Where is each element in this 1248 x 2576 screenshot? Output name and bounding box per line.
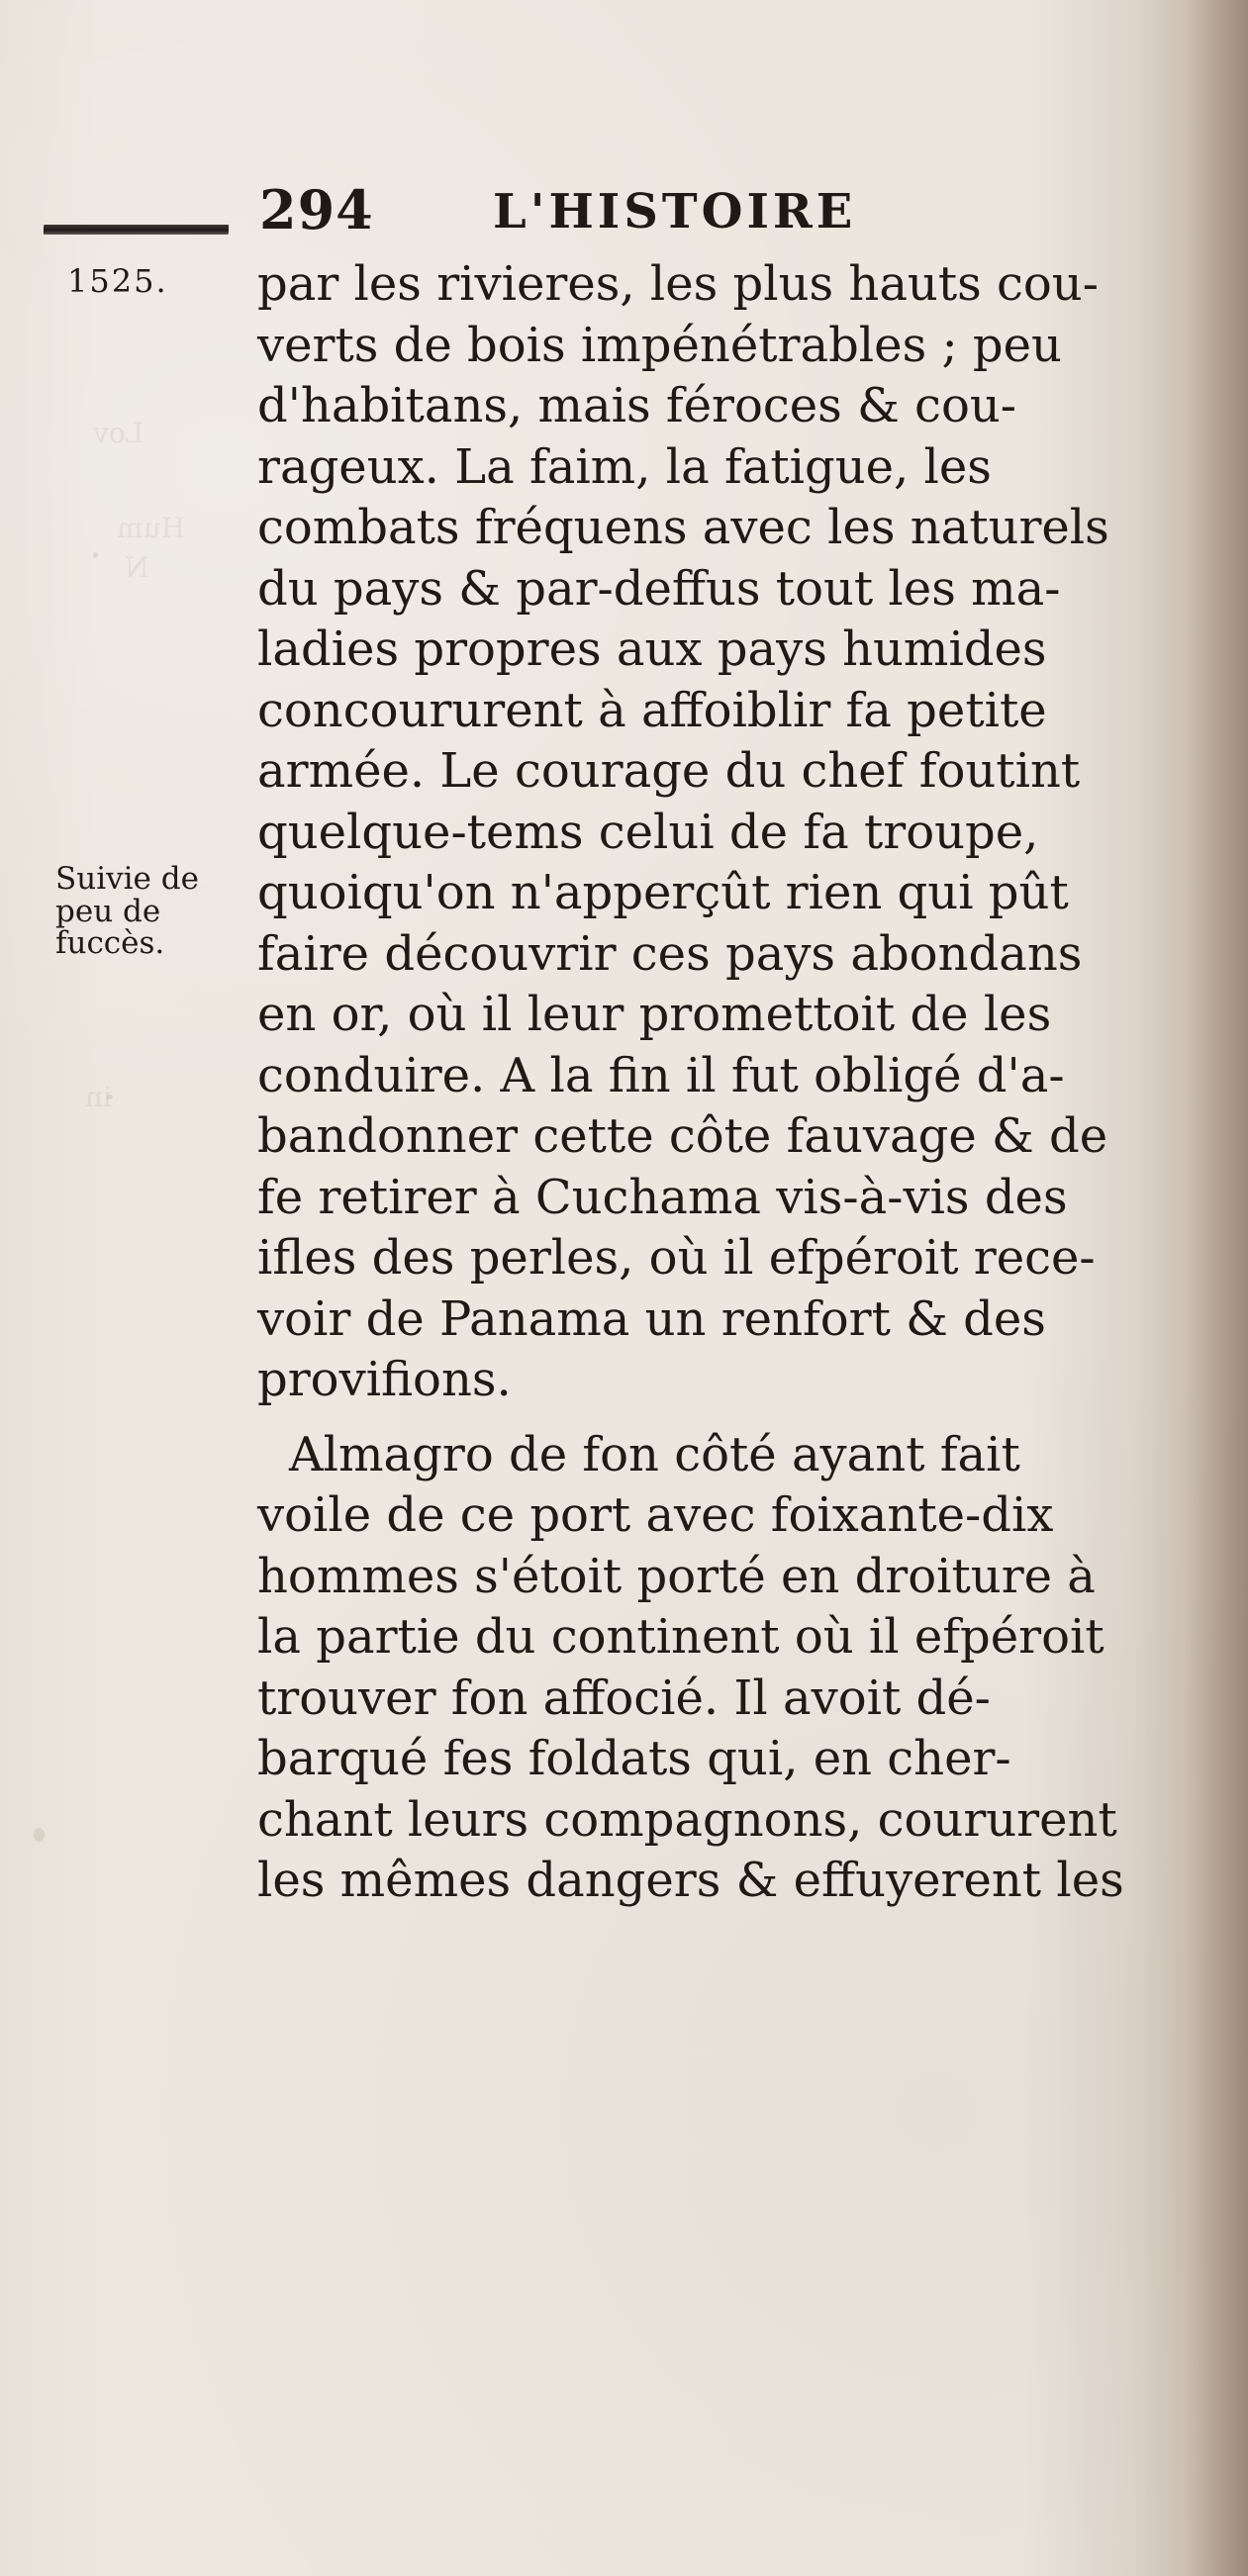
bleed-through-mark: N: [125, 551, 149, 584]
text-line: concoururent à affoiblir fa petite: [257, 682, 1047, 738]
text-line: hommes s'étoit porté en droiture à: [257, 1548, 1096, 1604]
paper-spot: [34, 1828, 45, 1842]
text-line: voir de Panama un renfort & des: [257, 1290, 1046, 1347]
text-line: d'habitans, mais féroces & cou-: [257, 378, 1016, 433]
text-line: ladies propres aux pays humides: [257, 621, 1047, 677]
text-line: quoiqu'on n'apperçût rien qui pût: [257, 865, 1069, 920]
page-edge-shadow: [1185, 0, 1248, 2576]
text-line: trouver fon affocié. Il avoit dé-: [257, 1670, 991, 1726]
page-number: 294: [259, 178, 374, 241]
text-line: verts de bois impénétrables ; peu: [257, 317, 1062, 373]
text-line: la partie du continent où il efpéroit: [257, 1609, 1104, 1665]
text-line: les mêmes dangers & effuyerent les: [257, 1853, 1124, 1908]
bleed-through-mark: Hum: [117, 512, 186, 544]
text-line: du pays & par-deffus tout les ma-: [257, 560, 1061, 617]
paragraph-gap: [257, 1411, 1193, 1425]
text-line: bandonner cette côte fauvage & de: [257, 1108, 1108, 1164]
text-line: rageux. La faim, la fatigue, les: [257, 438, 992, 495]
text-line: barqué fes foldats qui, en cher-: [257, 1731, 1011, 1786]
text-line: faire découvrir ces pays abondans: [257, 925, 1083, 982]
text-line: combats fréquens avec les naturels: [257, 500, 1109, 555]
text-line: ifles des perles, où il efpéroit rece-: [257, 1230, 1096, 1286]
text-line: en or, où il leur promettoit de les: [257, 987, 1052, 1042]
bleed-through-mark: in: [85, 1081, 112, 1113]
header-rule: [44, 225, 229, 235]
main-text: [257, 254, 1193, 1912]
running-head: L'HISTOIRE: [493, 184, 857, 239]
text-line: conduire. A la fin il fut obligé d'a-: [257, 1047, 1065, 1103]
text-line: quelque-tems celui de fa troupe,: [257, 804, 1039, 860]
text-line: Almagro de fon côté ayant fait: [289, 1426, 1020, 1482]
text-line: fe retirer à Cuchama vis-à-vis des: [257, 1169, 1068, 1225]
text-line: chant leurs compagnons, coururent: [257, 1791, 1117, 1848]
text-line: voile de ce port avec foixante-dix: [257, 1487, 1054, 1543]
margin-year: 1525.: [67, 262, 168, 300]
text-line: armée. Le courage du chef foutint: [257, 743, 1081, 799]
margin-note: Suivie de peu de fuccès.: [55, 861, 199, 962]
text-line: provifions.: [257, 1352, 512, 1407]
bleed-through-mark: Lov: [93, 417, 144, 449]
paper-spot: [93, 552, 98, 558]
text-line: par les rivieres, les plus hauts cou-: [257, 256, 1099, 312]
